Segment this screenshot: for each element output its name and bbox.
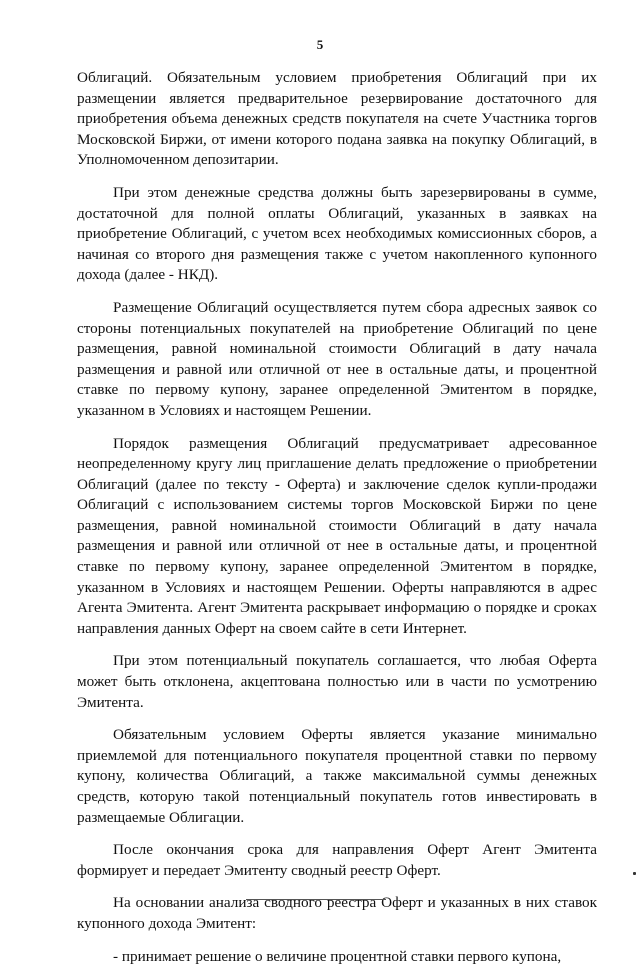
paragraph-registry-analysis: На основании анализа сводного реестра Оферт и указанных в них ставок купонного дохода Эмитент: bbox=[77, 894, 597, 932]
paragraph-offer-rejection: При этом потенциальный покупатель соглашается, что любая Оферта может быть отклонена, акцептована полностью или в части по усмотрению Эмитента. bbox=[77, 652, 597, 711]
paragraph-offer-condition: Обязательным условием Оферты является указание минимально приемлемой для потенциального покупателя процентной ставки по первому купону, количества Облигаций, а также максимальной суммы денежных средств, которую такой потенциальный покупатель готов инвестировать в размещаемые Облигации. bbox=[77, 726, 597, 826]
paragraph-placement-procedure: Порядок размещения Облигаций предусматривает адресованное неопределенному кругу лиц приглашение делать предложение о приобретении Облигаций (далее по тексту - Оферта) и заключение сделок купли-продажи Облигаций с использованием системы торгов Московской Биржи по цене размещения, равной номинальной стоимости Облигаций в дату начала размещения и равной или отличной от нее в остальные даты, и процентной ставке по первому купону, заранее определенной Эмитентом в порядке, указанном в Условиях и настоящем Решении. Оферты направляются в адрес Агента Эмитента. Агент Эмитента раскрывает информацию о порядке и сроках направления данных Оферт на своем сайте в сети Интернет. bbox=[77, 434, 597, 637]
paragraph-continuation: Облигаций. Обязательным условием приобретения Облигаций при их размещении является предварительное резервирование достаточного для приобретения объема денежных средств покупателя на счете Участника торгов Московской Биржи, от имени которого подана заявка на покупку Облигаций, в Уполномоченном депозитарии. bbox=[77, 69, 597, 169]
paragraph-placement-method: Размещение Облигаций осуществляется путем сбора адресных заявок со стороны потенциальных покупателей на приобретение Облигаций по цене размещения, равной номинальной стоимости Облигаций в дату начала размещения и равной или отличной от нее в остальные даты, и процентной ставке по первому купону, заранее определенной Эмитентом в порядке, указанном в Условиях и настоящем Решении. bbox=[77, 298, 597, 419]
paragraph-reserved-funds: При этом денежные средства должны быть зарезервированы в сумме, достаточной для полной оплаты Облигаций, указанных в заявках на приобретение Облигаций, с учетом всех необходимых комиссионных сборов, а начиная со второго дня размещения также с учетом накопленного купонного дохода (далее - НКД). bbox=[77, 183, 597, 284]
scan-mark bbox=[633, 872, 636, 875]
list-item-coupon-rate: - принимает решение о величине процентной ставки первого купона, bbox=[113, 947, 562, 965]
page-number: 5 bbox=[316, 37, 324, 52]
paragraph-offer-registry: После окончания срока для направления Оферт Агент Эмитента формирует и передает Эмитенту сводный реестр Оферт. bbox=[77, 841, 597, 879]
document-body bbox=[77, 68, 597, 967]
footer-rule bbox=[246, 899, 386, 900]
